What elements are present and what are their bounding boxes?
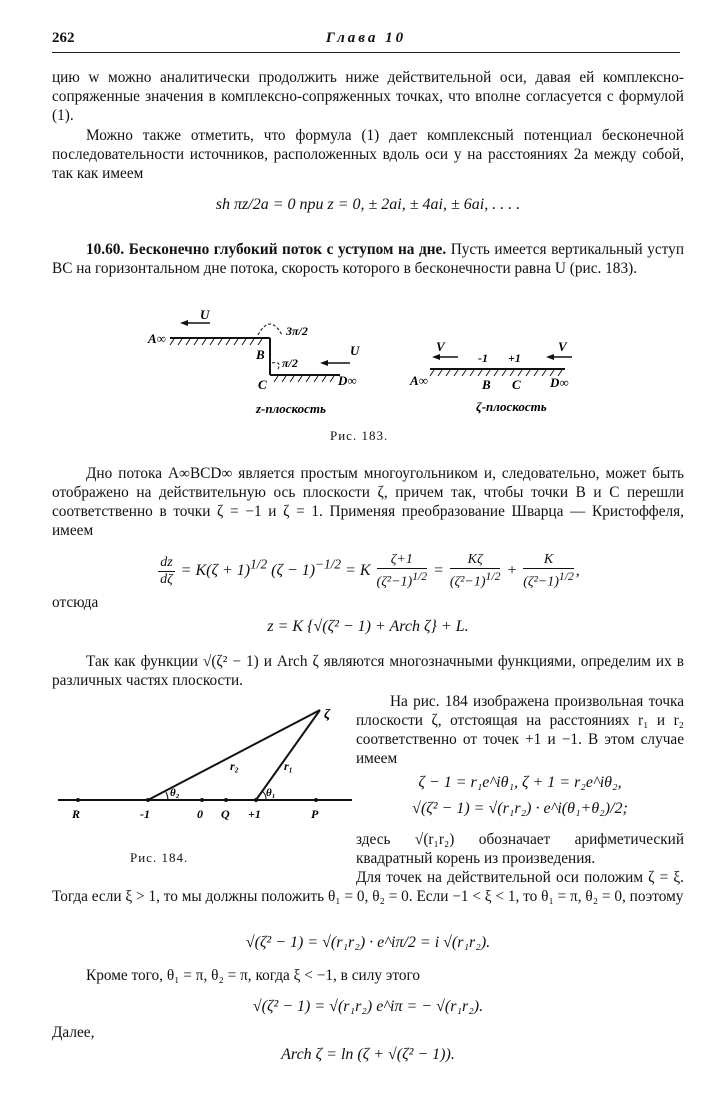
label-plus-1: +1 (248, 807, 261, 821)
label-r: R (72, 807, 81, 821)
label-r2: r₂ (230, 759, 239, 773)
paragraph-7: здесь √(r₁r₂) обозначает арифметический квадратный корень из произведения. (356, 831, 684, 867)
zeta-plane-label: ζ-плоскость (476, 399, 547, 414)
figure-183-caption: Рис. 183. (330, 428, 389, 443)
label-q: Q (221, 807, 230, 821)
figure-183 (140, 305, 580, 445)
equation-2: $\frac{dz}{d\zeta}$ = $K(\zeta + 1)^{1/2}$ $(\zeta - 1)^{-1/2} = K$ $\frac{\zeta+1}{(\zeta^2-1)^{1/2}}$ = $\frac{K\zeta}{(\zeta^2-1)^{1/2}}$ + $\frac{K}{(\zeta^2-1)^{1/2}}$ , (160, 552, 580, 590)
label-theta2: θ₂ (170, 787, 180, 799)
label-a-inf: A∞ (148, 331, 166, 346)
equation-8: Arch ζ = ln (ζ + √(ζ² − 1)). (281, 1046, 455, 1063)
paragraph-8: Для точек на действительной оси положим ζ = ξ. Тогда если ξ > 1, то мы должны положить θ₁ = 0, θ₂ = 0. Если −1 < ξ < 1, то θ₁ = π, θ₂ = 0, поэтому (52, 869, 684, 905)
label-u-1: U (200, 307, 210, 322)
section-title: 10.60. Бесконечно глубокий поток с уступом на дне. (86, 241, 447, 258)
equation-1: sh πz/2a = 0 при z = 0, ± 2ai, ± 4ai, ± 6ai, . . . . (215, 196, 521, 213)
paragraph-6: На рис. 184 изображена произвольная точка плоскости ζ, отстоящая на расстояниях r₁ и r₂ соответственно от точек +1 и −1. В этом случае имеем (356, 693, 684, 767)
label-p: P (311, 807, 319, 821)
dalee: Далее, (52, 1024, 95, 1041)
label-r1: r₁ (284, 759, 293, 773)
label-v-1: V (436, 339, 445, 354)
label-c-2: C (512, 377, 521, 392)
label-angle-pi2: π/2 (282, 356, 298, 370)
z-plane-label: z-плоскость (256, 401, 326, 416)
label-b-2: B (482, 377, 491, 392)
otsyuda: отсюда (52, 594, 99, 611)
label-zero: 0 (197, 807, 203, 821)
label-u-2: U (350, 343, 360, 358)
label-d-inf: D∞ (338, 373, 357, 388)
figure-184-caption: Рис. 184. (130, 850, 189, 865)
paragraph-9: Кроме того, θ₁ = π, θ₂ = π, когда ξ < −1, в силу этого (86, 967, 421, 984)
section-10-60 (52, 240, 684, 278)
label-angle-3pi2: 3π/2 (286, 324, 308, 338)
equation-4: ζ − 1 = r₁e^iθ₁, ζ + 1 = r₂e^iθ₂, (418, 774, 622, 791)
label-b: B (256, 347, 265, 362)
label-minus-1: -1 (478, 351, 488, 365)
equation-6: √(ζ² − 1) = √(r₁r₂) · e^iπ/2 = i √(r₁r₂). (245, 934, 491, 951)
label-theta1: θ₁ (266, 787, 276, 799)
running-header (52, 30, 680, 53)
paragraph-2: Можно также отметить, что формула (1) дает комплексный потенциал бесконечной последовательности источников, расположенных вдоль оси y на расстояниях 2a между собой, так как имеем (52, 127, 684, 182)
equation-3: z = K {√(ζ² − 1) + Arch ζ} + L. (267, 618, 469, 635)
paragraph-1: цию w можно аналитически продолжить ниже действительной оси, давая ей комплексно-сопряженные значения в комплексно-сопряженных точках, что вполне согласуется с формулой (1). (52, 69, 684, 124)
paragraph-5: Так как функции √(ζ² − 1) и Arch ζ являются многозначными функциями, определим их в различных частях плоскости. (52, 653, 684, 689)
paragraph-3: Пусть имеется вертикальный уступ BC на горизонтальном дне потока, скорость которого в бесконечности равна U (рис. 183). (52, 241, 684, 277)
equation-5: √(ζ² − 1) = √(r₁r₂) · e^i(θ₁+θ₂)/2; (412, 800, 628, 817)
label-plus-1: +1 (508, 351, 521, 365)
equation-7: √(ζ² − 1) = √(r₁r₂) e^iπ = − √(r₁r₂). (252, 998, 484, 1015)
page-number: 262 (52, 30, 75, 46)
label-v-2: V (558, 339, 567, 354)
chapter-title: Глава 10 (325, 30, 407, 46)
label-c: C (258, 377, 267, 392)
label-minus-1: -1 (140, 807, 150, 821)
label-a-inf-2: A∞ (410, 373, 428, 388)
label-d-inf-2: D∞ (550, 375, 569, 390)
label-zeta: ζ (324, 707, 331, 722)
figure-184 (52, 700, 352, 830)
paragraph-4: Дно потока A∞BCD∞ является простым многоугольником и, следовательно, может быть отображено на действительную ось плоскости ζ, причем так, чтобы точки B и C перешли соответственно в точки ζ = −1 и ζ = 1. Применяя преобразование Шварца — Кристоффеля, имеем (52, 465, 684, 539)
